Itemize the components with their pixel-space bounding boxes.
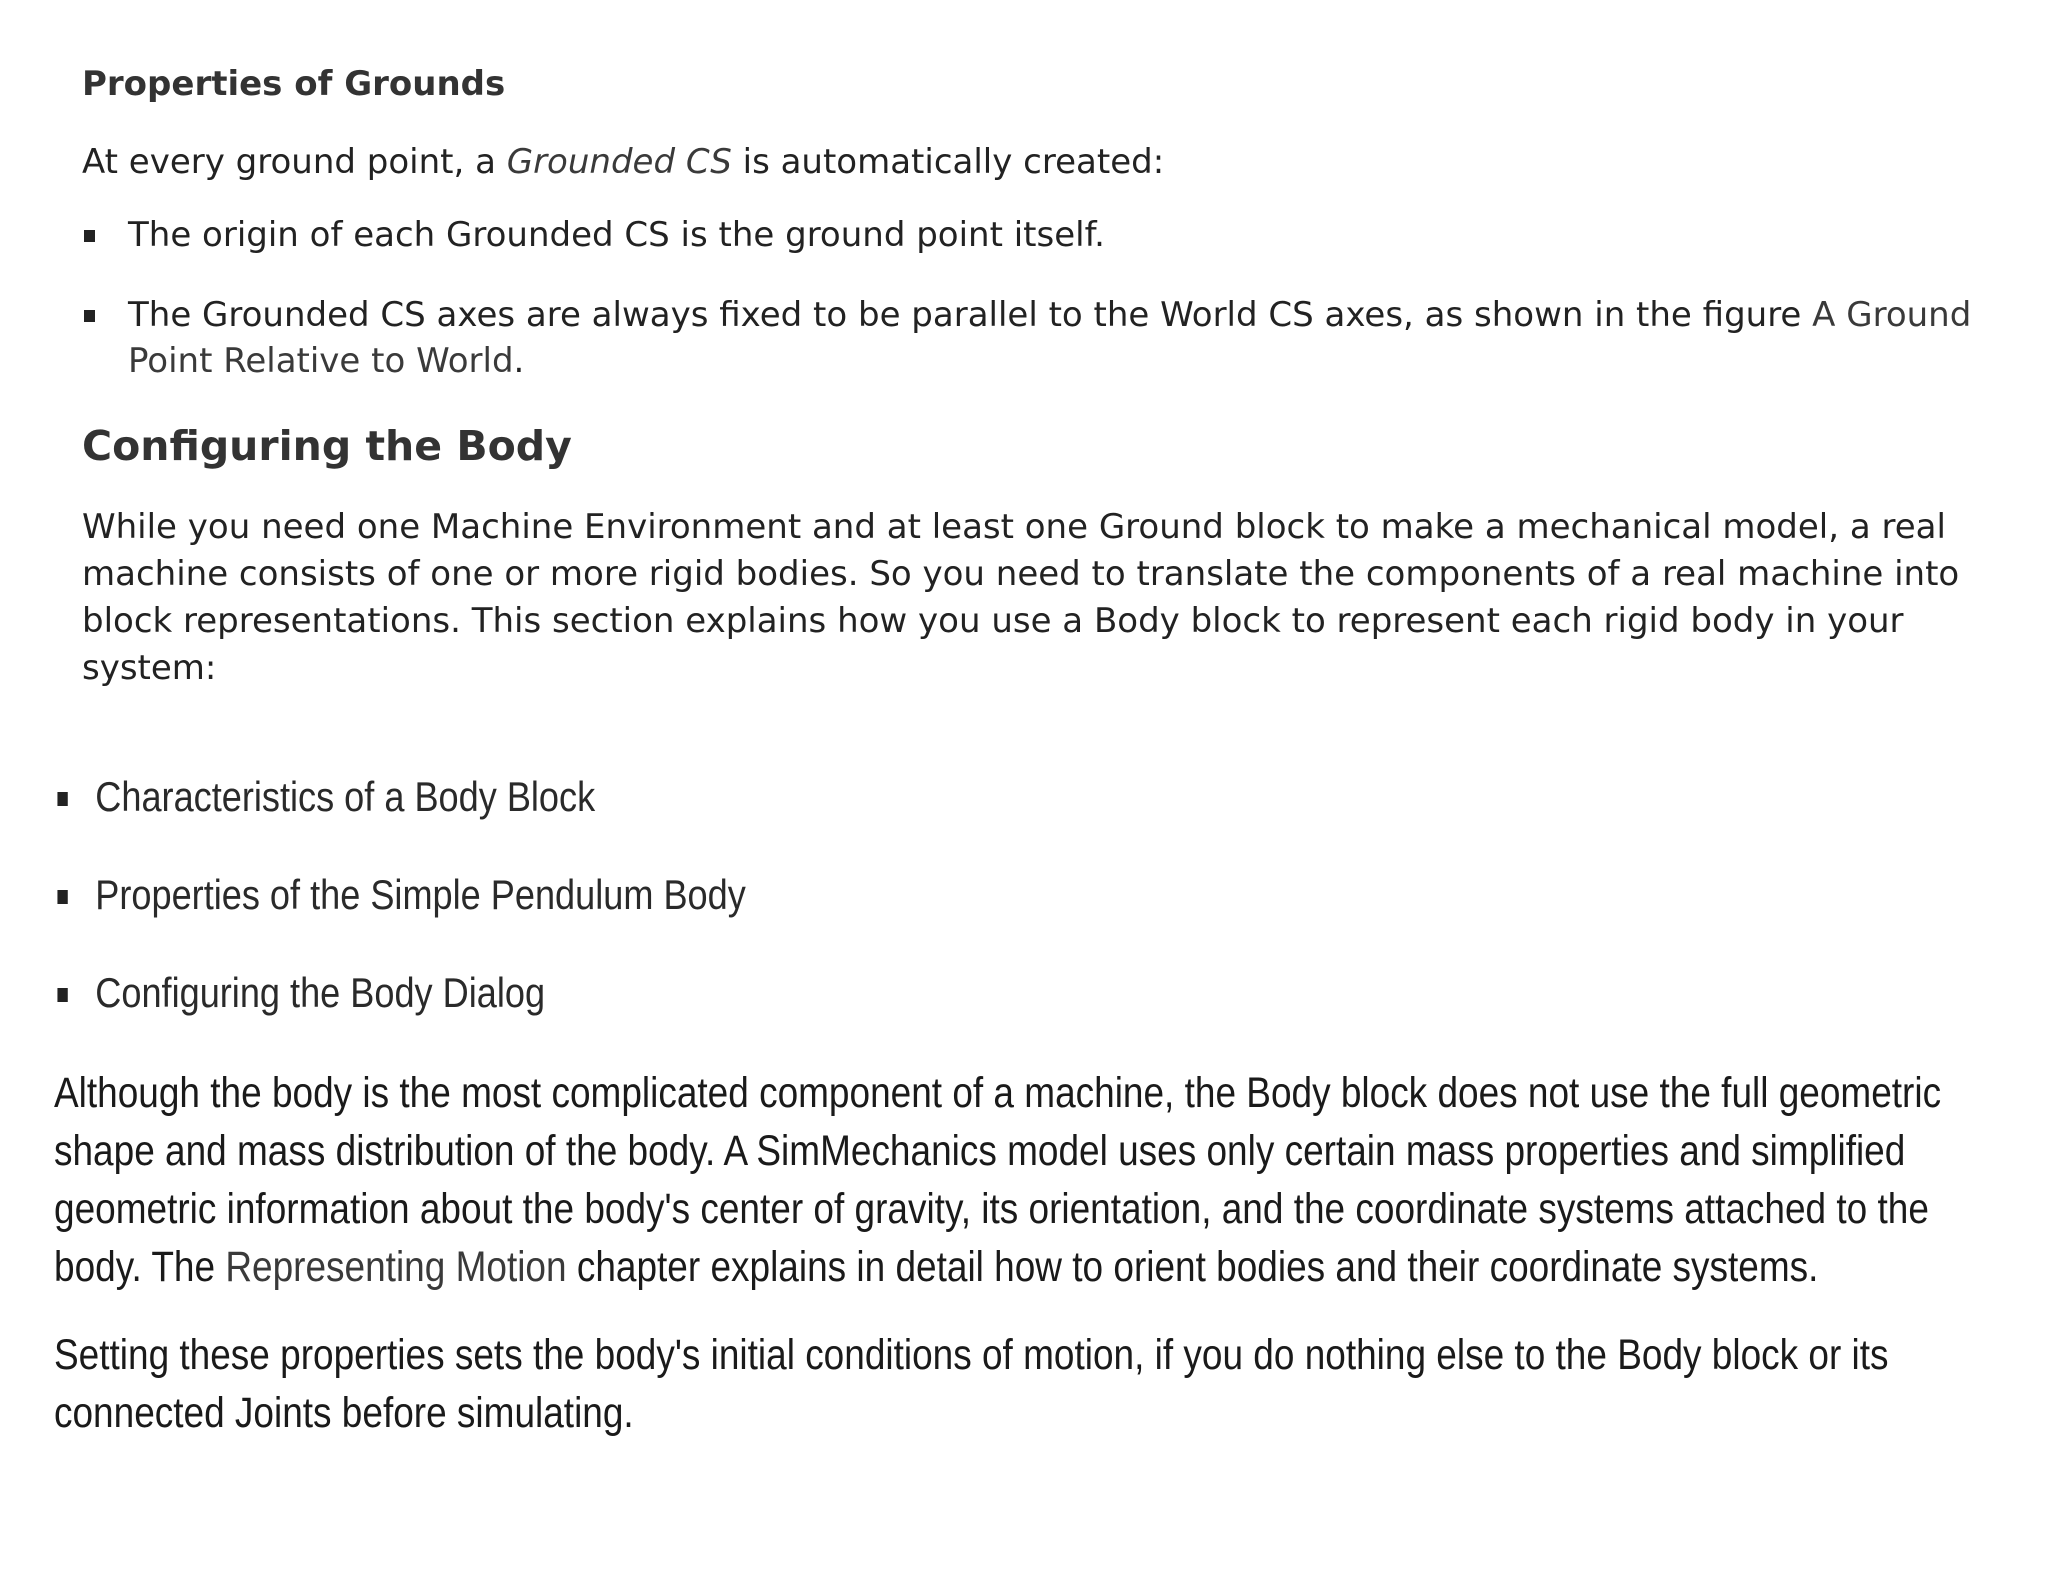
grounded-cs-term: Grounded CS: [506, 142, 732, 182]
grounds-bullet-list: [82, 212, 1982, 384]
list-item[interactable]: [54, 868, 1740, 922]
list-item-text-end: .: [513, 341, 525, 381]
paragraph-text: Although the body is the most complicated component of a machine, the Body block does not use the full geometric shape and mass distribution of the body. A SimMechanics model uses only certain mass properties and simplified geometric information about the body's center of gravity, its orientation, and the coordinate systems attached to the body. The: [54, 1069, 1942, 1291]
body-paragraph-1-wrap: [54, 1064, 2014, 1296]
grounds-section: [82, 60, 1982, 692]
list-item-text: The Grounded CS axes are always fixed to be parallel to the World CS axes, as shown in the figure: [128, 295, 1813, 335]
list-item-text: The origin of each Grounded CS is the ground point itself.: [128, 215, 1105, 255]
paragraph-text-end: chapter explains in detail how to orient bodies and their coordinate systems.: [566, 1243, 1819, 1291]
list-item: [82, 212, 1982, 258]
grounds-heading: Properties of Grounds: [82, 64, 506, 104]
list-item: [82, 292, 1982, 384]
grounds-intro-text-after: is automatically created:: [731, 142, 1165, 182]
grounds-intro-text-before: At every ground point, a: [82, 142, 507, 182]
list-item[interactable]: [54, 966, 1740, 1020]
body-section-lower: [54, 770, 2014, 1472]
body-paragraph-2: Setting these properties sets the body's initial conditions of motion, if you do nothing else to the Body block or its connected Joints before simulating.: [54, 1331, 1889, 1437]
list-item[interactable]: [54, 770, 1740, 824]
link-configuring-body-dialog[interactable]: Configuring the Body Dialog: [95, 969, 546, 1016]
bullet-icon: [84, 310, 95, 322]
bullet-icon: [57, 988, 67, 1002]
figure-link-ground-point[interactable]: A Ground Point Relative to World: [128, 295, 1972, 381]
grounds-intro: [82, 138, 1982, 186]
link-characteristics-of-body-block[interactable]: Characteristics of a Body Block: [95, 773, 596, 820]
bullet-icon: [57, 890, 67, 904]
configuring-body-heading: Configuring the Body: [82, 422, 572, 470]
body-intro-paragraph: While you need one Machine Environment and at least one Ground block to make a mechanical model, a real machine consists of one or more rigid bodies. So you need to translate the components of a real machine into block representations. This section explains how you use a Body block to represent each rigid body in your system:: [82, 507, 1960, 688]
bullet-icon: [84, 230, 95, 242]
body-topics-list: [54, 770, 2014, 1020]
bullet-icon: [57, 792, 67, 806]
body-paragraph-2-wrap: [54, 1326, 2014, 1442]
link-representing-motion[interactable]: Representing Motion: [225, 1243, 567, 1291]
body-paragraph-1: [54, 1064, 2023, 1296]
link-properties-simple-pendulum-body[interactable]: Properties of the Simple Pendulum Body: [95, 871, 746, 918]
